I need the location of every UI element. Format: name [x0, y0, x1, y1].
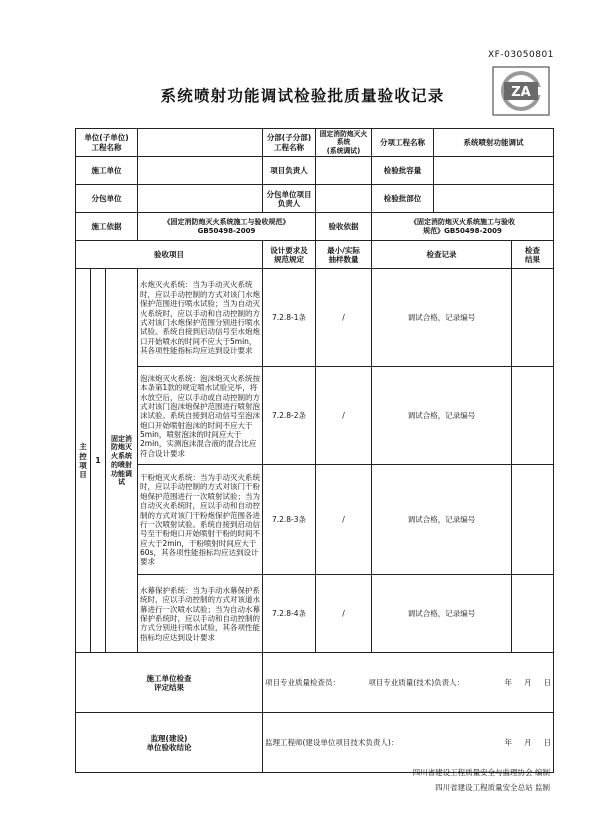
design-clause: 7.2.8-1条 — [263, 269, 316, 367]
batch-location-field[interactable] — [434, 185, 554, 213]
group-number: 1 — [91, 269, 106, 653]
supervision-date: 年 月 日 — [504, 738, 551, 748]
document-title: 系统喷射功能调试检验批质量验收记录 — [160, 87, 445, 105]
construction-date: 年 月 日 — [504, 678, 551, 688]
check-result[interactable] — [512, 465, 554, 575]
check-record[interactable]: 调试合格，记录编号 — [372, 269, 512, 367]
table-row — [76, 367, 554, 465]
tech-lead-label: 项目专业质量(技术)负责人： — [368, 678, 465, 688]
check-record[interactable]: 调试合格，记录编号 — [372, 465, 512, 575]
item-project-value[interactable]: 系统喷射功能调试 — [434, 129, 554, 157]
sample-count[interactable]: / — [316, 575, 372, 653]
acceptance-basis-label: 验收依据 — [316, 213, 372, 241]
sub-project-label: 分部(子分部) 工程名称 — [263, 129, 316, 157]
design-clause: 7.2.8-4条 — [263, 575, 316, 653]
sub-manager-field[interactable] — [316, 185, 372, 213]
item-project-label: 分项工程名称 — [372, 129, 434, 157]
supervision-field[interactable] — [263, 713, 554, 773]
batch-capacity-label: 检验批容量 — [372, 157, 434, 185]
za-logo — [492, 66, 550, 116]
item-description: 干粉炮灭火系统：当为手动灭火系统时，应以手动控制的方式对该门干粉炮保护范围进行一次喷射试验；当为自动灭火系统时，应以手动和自动控制的方式对该门干粉炮保护范围各进行一次喷射试验。系统自接到启动信号至干粉炮口开始喷射干粉的时间不应大于2min，干粉喷射时间应大于60s，其各项性能指标均应达到设计要求 — [138, 465, 263, 575]
unit-project-label: 单位(子单位) 工程名称 — [76, 129, 138, 157]
table-row — [76, 269, 554, 367]
quality-inspector-label: 项目专业质量检查员： — [265, 678, 340, 688]
design-clause: 7.2.8-3条 — [263, 465, 316, 575]
construction-unit-label: 施工单位 — [76, 157, 138, 185]
document-code: XF-03050801 — [488, 50, 554, 60]
construction-check-label: 施工单位检查 评定结果 — [76, 653, 263, 713]
column-header-result: 检查 结果 — [512, 241, 554, 269]
subcontractor-label: 分包单位 — [76, 185, 138, 213]
basis-value: 《固定消防炮灭火系统施工与验收规范》 GB50498-2009 — [138, 213, 316, 241]
column-header-design: 设计要求及 规范规定 — [263, 241, 316, 269]
construction-unit-field[interactable] — [138, 157, 263, 185]
check-result[interactable] — [512, 367, 554, 465]
sub-manager-label: 分包单位项目 负责人 — [263, 185, 316, 213]
inspection-record-table — [75, 128, 554, 773]
sub-project-value[interactable]: 固定消防炮灭火系统 (系统调试) — [316, 129, 372, 157]
column-header-record: 检查记录 — [372, 241, 512, 269]
table-row — [76, 575, 554, 653]
column-header-sample: 最小/实际 抽样数量 — [316, 241, 372, 269]
check-record[interactable]: 调试合格，记录编号 — [372, 575, 512, 653]
sample-count[interactable]: / — [316, 269, 372, 367]
basis-label: 施工依据 — [76, 213, 138, 241]
batch-capacity-field[interactable] — [434, 157, 554, 185]
table-row — [76, 465, 554, 575]
acceptance-basis-value: 《固定消防炮灭火系统施工与验收 规范》GB50498-2009 — [372, 213, 554, 241]
svg-text:ZA: ZA — [511, 85, 531, 100]
design-clause: 7.2.8-2条 — [263, 367, 316, 465]
unit-project-field[interactable] — [138, 129, 263, 157]
footer-compiler: 四川省建设工程质量安全与监理协会 编制 — [412, 768, 550, 777]
batch-location-label: 检验批部位 — [372, 185, 434, 213]
supervision-label: 监理(建设) 单位验收结论 — [76, 713, 263, 773]
sample-count[interactable]: / — [316, 367, 372, 465]
item-description: 水幕保护系统：当为手动水幕保护系统时，应以手动控制的方式对该道水幕进行一次喷水试验；当为自动水幕保护系统时，应以手动和自动控制的方式分别进行喷水试验，其各项性能指标均应达到设计要求 — [138, 575, 263, 653]
item-description: 水炮灭火系统：当为手动灭火系统时，应以手动控制的方式对该门水炮保护范围进行喷水试验；当为自动灭火系统时，应以手动和自动控制的方式对该门水炮保护范围分别进行喷水试验。系统自接到启动信号至水炮炮口开始喷水的时间不应大于5min，其各项性能指标均应达到设计要求 — [138, 269, 263, 367]
column-header-item: 验收项目 — [76, 241, 263, 269]
construction-check-field[interactable] — [263, 653, 554, 713]
project-manager-field[interactable] — [316, 157, 372, 185]
subcontractor-field[interactable] — [138, 185, 263, 213]
check-record[interactable]: 调试合格，记录编号 — [372, 367, 512, 465]
item-description: 泡沫炮灭火系统：泡沫炮灭火系统按本条第1款的规定喷水试验完毕，将水放空后，应以手动或自动控制的方式对该门泡沫炮保护范围进行喷射泡沫试验。系统自接到启动信号至泡沫炮口开始喷射泡沫的时间不应大于5min，喷射泡沫的时间应大于2min，实测泡沫混合液的混合比应符合设计要求 — [138, 367, 263, 465]
footer-supervisor: 四川省建设工程质量安全总站 监制 — [435, 783, 550, 792]
sample-count[interactable]: / — [316, 465, 372, 575]
main-control-label: 主 控 项 目 — [76, 269, 91, 653]
group-name: 固定消 防炮灭 火系统 的喷射 功能调 试 — [106, 269, 138, 653]
check-result[interactable] — [512, 269, 554, 367]
check-result[interactable] — [512, 575, 554, 653]
supervising-engineer-label: 监理工程师(建设单位项目技术负责人)： — [265, 738, 399, 748]
project-manager-label: 项目负责人 — [263, 157, 316, 185]
